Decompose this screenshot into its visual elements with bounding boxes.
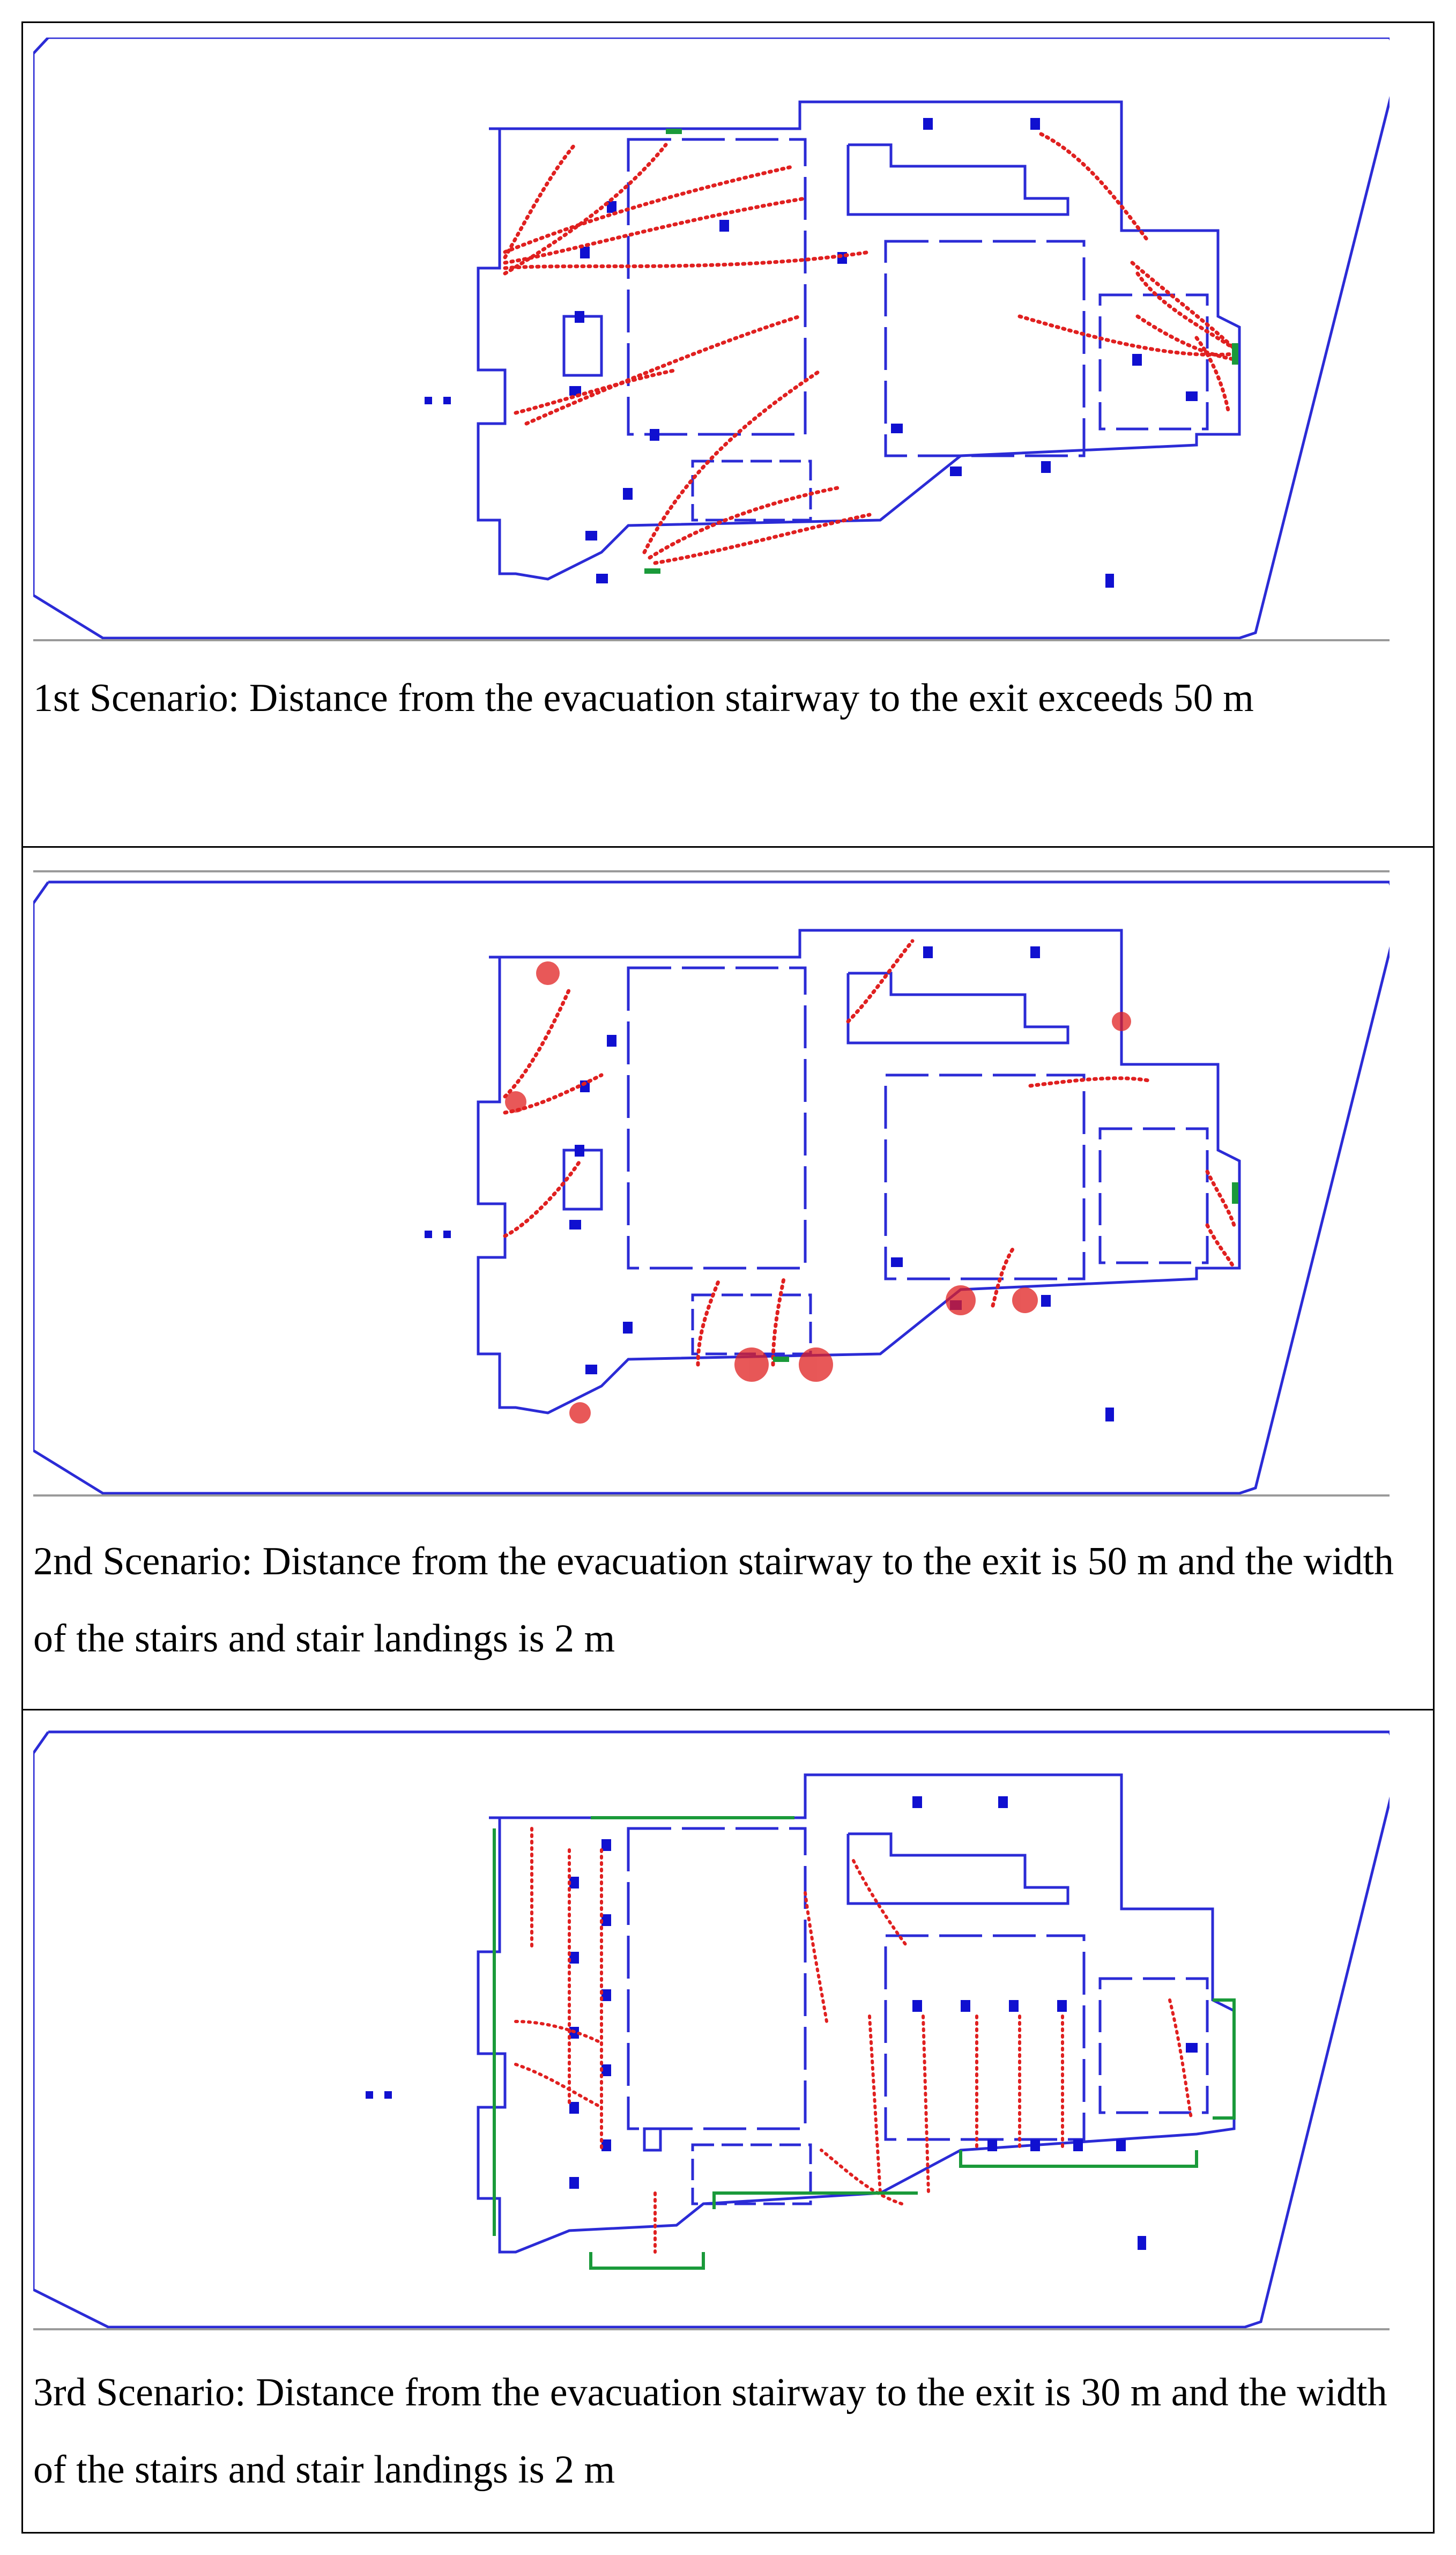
hall-left [628, 1828, 805, 2129]
row-divider-1 [21, 846, 1435, 848]
scenario-3-floor-plan [33, 1721, 1390, 2343]
scenario-1-plan-svg [33, 38, 1390, 654]
scenario-1-caption-body: Distance from the evacuation stairway to the exit exceeds 50 m [249, 676, 1254, 720]
small-room-a [564, 1150, 601, 1209]
agent-paths [505, 941, 1234, 1365]
scenario-3-caption [33, 2354, 1427, 2508]
small-room-a [644, 2129, 660, 2150]
row-divider-2 [21, 1709, 1435, 1710]
exits [644, 129, 1238, 574]
obstacles [366, 1796, 1198, 2250]
scenario-2-caption [33, 1523, 1427, 1677]
exits [494, 1818, 1234, 2268]
scenario-3-plan-svg [33, 1721, 1390, 2343]
scenario-2-floor-plan [33, 861, 1390, 1504]
upper-room [848, 145, 1068, 214]
small-room-b [693, 1295, 811, 1354]
scenario-3-caption-body: Distance from the evacuation stairway to the exit is 30 m and the width of the stairs and stair landings is 2 m [33, 2371, 1387, 2492]
scenario-1-caption-lead: 1st Scenario: [33, 676, 249, 720]
scenario-2-plan-svg [33, 861, 1390, 1504]
right-wing [1100, 1129, 1207, 1263]
scenario-3-caption-lead: 3rd Scenario: [33, 2371, 256, 2415]
site-outline [33, 1732, 1390, 2327]
hall-right [886, 1075, 1084, 1279]
building-outline [478, 930, 1239, 1413]
obstacles [425, 946, 1114, 1421]
site-outline [33, 882, 1390, 1493]
hall-right [886, 241, 1084, 456]
small-room-b [693, 2145, 811, 2204]
upper-room [848, 1834, 1068, 1904]
agent-paths [516, 1828, 1191, 2252]
hall-left [628, 139, 805, 434]
scenario-2-caption-lead: 2nd Scenario: [33, 1539, 263, 1583]
scenario-1-floor-plan [33, 38, 1390, 654]
agent-paths [505, 134, 1234, 563]
exits [773, 1182, 1238, 1362]
agent-clusters [505, 961, 1131, 1424]
scenario-1-caption [33, 660, 1427, 737]
scenario-2-caption-body: Distance from the evacuation stairway to the exit is 50 m and the width of the stairs and stair landings is 2 m [33, 1539, 1394, 1661]
hall-left [628, 968, 805, 1268]
building-outline [478, 102, 1239, 579]
hall-right [886, 1936, 1084, 2139]
small-room-a [564, 316, 601, 375]
right-wing [1100, 295, 1207, 429]
